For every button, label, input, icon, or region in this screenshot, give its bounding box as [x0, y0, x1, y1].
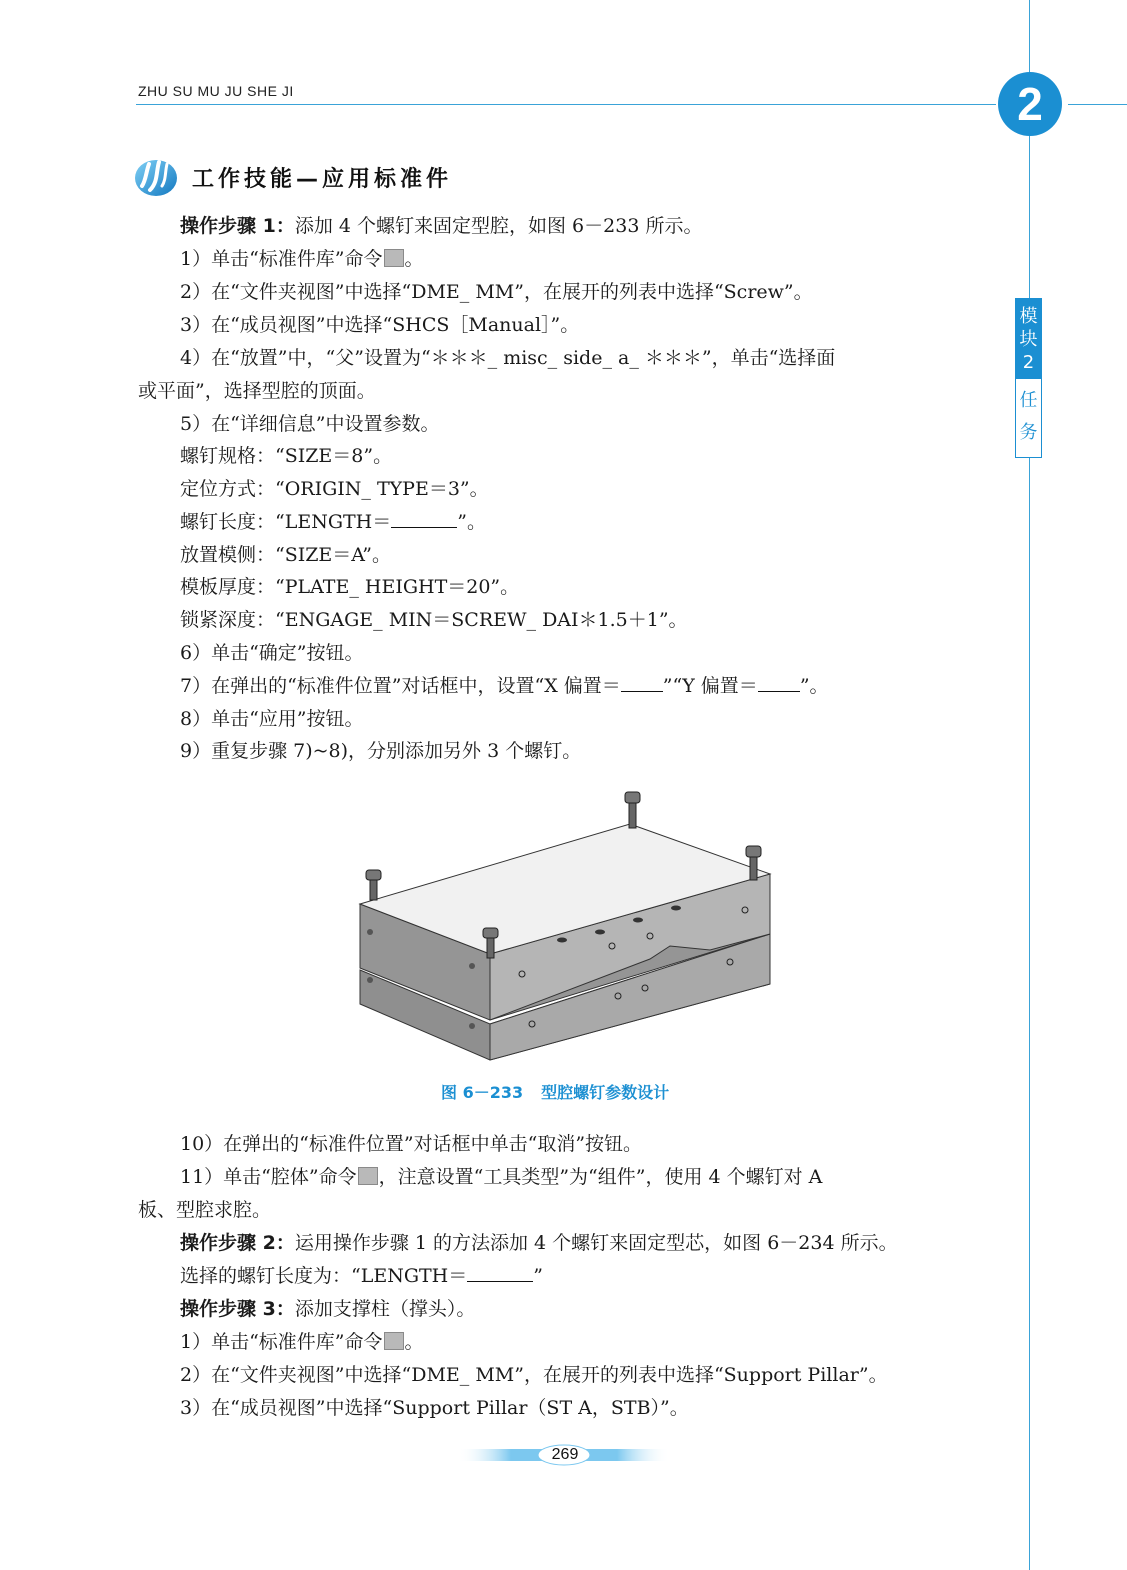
step-3-item-2: 2）在“文件夹视图”中选择“DME_ MM”，在展开的列表中选择“Support Pillar”。 — [180, 1364, 888, 1386]
figure-caption: 图 6－233 型腔螺钉参数设计 — [441, 1083, 670, 1102]
length-blank — [391, 509, 457, 528]
step-1-item-4: 4）在“放置”中，“父”设置为“＊＊＊_ misc_ side_ a_ ＊＊＊”，单击“选择面 — [180, 347, 836, 369]
y-offset-blank — [758, 673, 800, 692]
standard-part-library-icon — [384, 249, 404, 267]
step-1-item-2: 2）在“文件夹视图”中选择“DME_ MM”，在展开的列表中选择“Screw”。 — [180, 281, 813, 303]
running-header: ZHU SU MU JU SHE JI — [138, 83, 294, 99]
step-1-item-11-cont: 板、型腔求腔。 — [138, 1199, 272, 1221]
task-label: 任 务 — [1019, 390, 1038, 443]
step-3-heading: 操作步骤 3：添加支撑柱（撑头）。 — [180, 1298, 476, 1320]
step-1-item-5: 5）在“详细信息”中设置参数。 — [180, 413, 440, 435]
step-2-length: 选择的螺钉长度为：“LENGTH＝ ” — [180, 1265, 543, 1287]
mold-cavity-screws-figure — [350, 784, 780, 1068]
section-icon — [134, 154, 178, 198]
step-1-item-10: 10）在弹出的“标准件位置”对话框中单击“取消”按钮。 — [180, 1133, 643, 1155]
param-side: 放置模侧：“SIZE＝A”。 — [180, 544, 391, 566]
core-length-blank — [467, 1263, 533, 1282]
module-label: 模 块 2 — [1016, 299, 1041, 379]
step-1-heading: 操作步骤 1：添加 4 个螺钉来固定型腔，如图 6－233 所示。 — [180, 215, 703, 237]
step-1-item-1: 1）单击“标准件库”命令 。 — [180, 248, 424, 270]
step-3-item-1: 1）单击“标准件库”命令 。 — [180, 1331, 424, 1353]
step-1-item-6: 6）单击“确定”按钮。 — [180, 642, 364, 664]
header-rule-right — [1068, 104, 1127, 105]
param-plate-height: 模板厚度：“PLATE_ HEIGHT＝20”。 — [180, 576, 520, 598]
step-3-item-3: 3）在“成员视图”中选择“Support Pillar（ST A，STB）”。 — [180, 1397, 689, 1419]
margin-rule — [1029, 0, 1030, 1570]
chapter-badge: 2 — [998, 72, 1062, 136]
param-origin-type: 定位方式：“ORIGIN_ TYPE＝3”。 — [180, 478, 489, 500]
header-rule — [136, 104, 996, 105]
step-2-heading: 操作步骤 2：运用操作步骤 1 的方法添加 4 个螺钉来固定型芯，如图 6－234 所示。 — [180, 1232, 898, 1254]
standard-part-library-icon — [384, 1332, 404, 1350]
step-1-item-8: 8）单击“应用”按钮。 — [180, 708, 364, 730]
step-1-item-4-cont: 或平面”，选择型腔的顶面。 — [138, 380, 376, 402]
step-1-item-3: 3）在“成员视图”中选择“SHCS［Manual］”。 — [180, 314, 580, 336]
page-number: 269 — [551, 1446, 579, 1463]
param-length: 螺钉长度：“LENGTH＝ ”。 — [180, 511, 486, 533]
module-side-tab — [1015, 298, 1042, 458]
cavity-command-icon — [358, 1167, 378, 1185]
step-1-item-7: 7）在弹出的“标准件位置”对话框中，设置“X 偏置＝ ”“Y 偏置＝ ”。 — [180, 675, 829, 697]
step-1-item-9: 9）重复步骤 7)~8)，分别添加另外 3 个螺钉。 — [180, 740, 582, 762]
x-offset-blank — [621, 673, 663, 692]
param-size: 螺钉规格：“SIZE＝8”。 — [180, 445, 393, 467]
step-1-item-11: 11）单击“腔体”命令 ，注意设置“工具类型”为“组件”，使用 4 个螺钉对 A — [180, 1166, 823, 1188]
section-title: 工作技能—应用标准件 — [192, 167, 453, 192]
param-engage-min: 锁紧深度：“ENGAGE_ MIN＝SCREW_ DAI＊1.5＋1”。 — [180, 609, 688, 631]
